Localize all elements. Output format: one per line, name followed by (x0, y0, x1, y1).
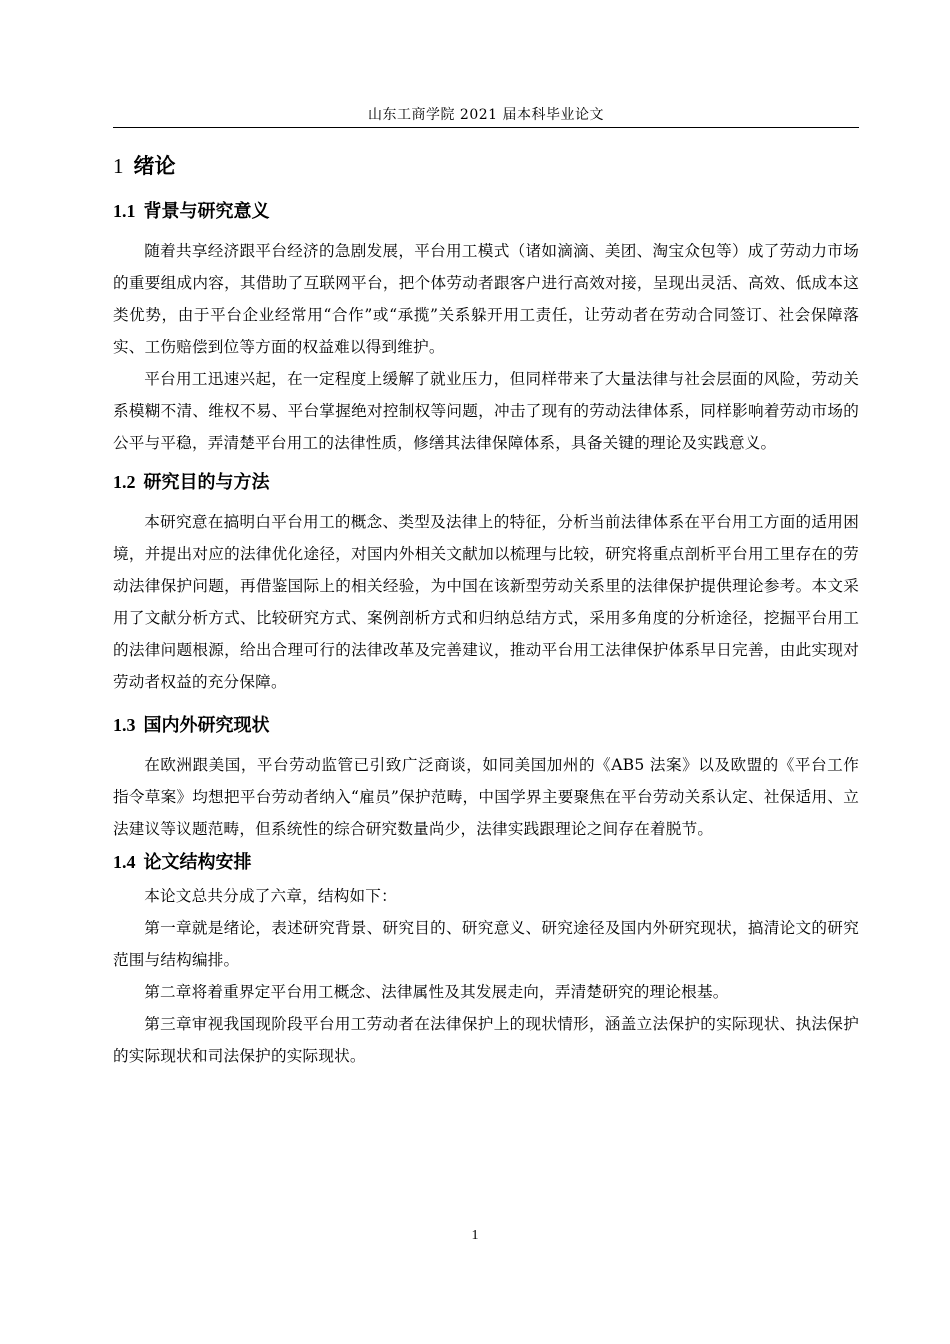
section-number: 1.3 (113, 715, 136, 735)
section-title: 研究目的与方法 (143, 472, 270, 493)
paragraph: 第二章将着重界定平台用工概念、法律属性及其发展走向，弄清楚研究的理论根基。 (144, 983, 729, 1001)
chapter-heading (113, 146, 859, 186)
paragraph: 第三章审视我国现阶段平台用工劳动者在法律保护上的现状情形，涵盖立法保护的实际现状、执法保护的实际现状和司法保护的实际现状。 (113, 1015, 859, 1065)
section-title: 国内外研究现状 (143, 715, 270, 736)
section-number: 1.1 (113, 201, 136, 221)
section-1-3 (113, 708, 859, 845)
chapter-title: 绪论 (133, 154, 176, 178)
chapter-number: 1 (113, 154, 124, 178)
header-rule (113, 127, 859, 128)
paragraph: 本论文总共分成了六章，结构如下： (144, 887, 397, 905)
section-heading (113, 465, 859, 500)
paragraph: 平台用工迅速兴起，在一定程度上缓解了就业压力，但同样带来了大量法律与社会层面的风险，劳动关系模糊不清、维权不易、平台掌握绝对控制权等问题，冲击了现有的劳动法律体系，同样影响着劳动市场的公平与平稳，弄清楚平台用工的法律性质，修缮其法律保障体系，具备关键的理论及实践意义。 (113, 370, 859, 452)
paragraph: 在欧洲跟美国，平台劳动监管已引致广泛商谈，如同美国加州的《AB5 法案》以及欧盟的《平台工作指令草案》均想把平台劳动者纳入“雇员”保护范畴，中国学界主要聚焦在平台劳动关系认定、社保适用、立法建议等议题范畴，但系统性的综合研究数量尚少，法律实践跟理论之间存在着脱节。 (113, 756, 859, 838)
section-heading (113, 708, 859, 743)
section-number: 1.2 (113, 472, 136, 492)
paragraph: 本研究意在搞明白平台用工的概念、类型及法律上的特征，分析当前法律体系在平台用工方面的适用困境，并提出对应的法律优化途径，对国内外相关文献加以梳理与比较，研究将重点剖析平台用工里存在的劳动法律保护问题，再借鉴国际上的相关经验，为中国在该新型劳动关系里的法律保护提供理论参考。本文采用了文献分析方式、比较研究方式、案例剖析方式和归纳总结方式，采用多角度的分析途径，挖掘平台用工的法律问题根源，给出合理可行的法律改革及完善建议，推动平台用工法律保护体系早日完善，由此实现对劳动者权益的充分保障。 (113, 513, 859, 691)
section-heading (113, 194, 859, 229)
document-body (113, 146, 859, 1072)
section-1-4 (113, 845, 859, 1072)
section-number: 1.4 (113, 852, 136, 872)
section-heading (113, 845, 859, 880)
page-number: 1 (471, 1228, 479, 1243)
section-1-1 (113, 194, 859, 459)
running-header: 山东工商学院 2021 届本科毕业论文 (367, 107, 605, 123)
section-1-2 (113, 465, 859, 698)
paragraph: 随着共享经济跟平台经济的急剧发展，平台用工模式（诸如滴滴、美团、淘宝众包等）成了劳动力市场的重要组成内容，其借助了互联网平台，把个体劳动者跟客户进行高效对接，呈现出灵活、高效、低成本这类优势，由于平台企业经常用“合作”或“承揽”关系躲开用工责任，让劳动者在劳动合同签订、社会保障落实、工伤赔偿到位等方面的权益难以得到维护。 (113, 242, 859, 356)
section-title: 论文结构安排 (143, 852, 252, 873)
paragraph: 第一章就是绪论，表述研究背景、研究目的、研究意义、研究途径及国内外研究现状，搞清论文的研究范围与结构编排。 (113, 919, 859, 969)
section-title: 背景与研究意义 (143, 201, 270, 222)
